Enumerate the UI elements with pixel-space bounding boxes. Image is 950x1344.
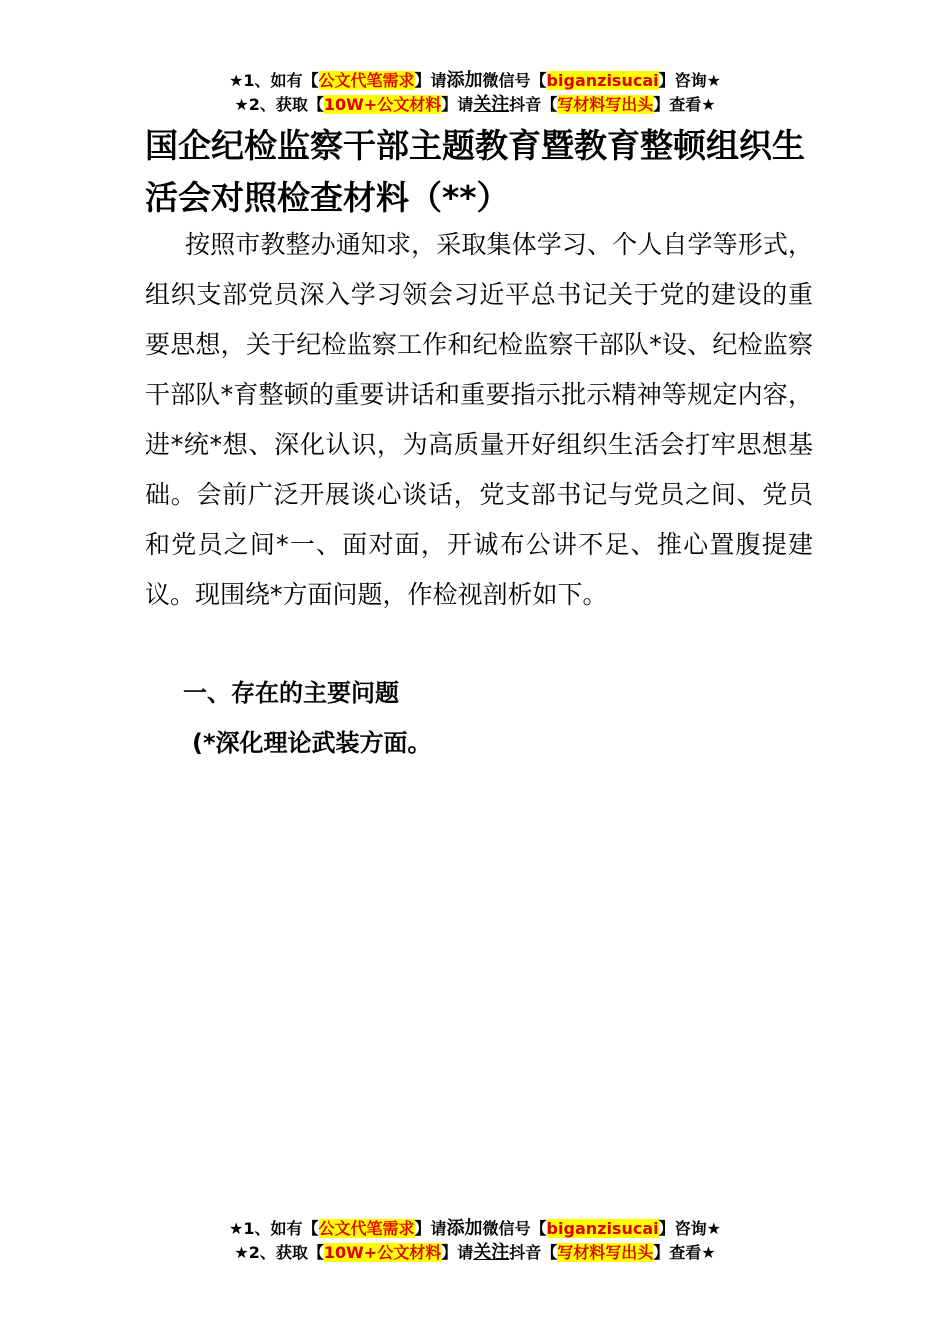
footer-ad-line-1 — [0, 1218, 950, 1240]
ad-text: 】请 — [414, 1219, 447, 1238]
ad-wechat-id: biganzisucai — [546, 71, 659, 90]
ad-highlight: 写材料写出头 — [557, 1243, 654, 1262]
ad-emphasis: 关注 — [473, 1242, 510, 1263]
header-ad-line-2 — [0, 94, 950, 116]
ad-text: 】查看★ — [653, 95, 716, 114]
ad-text: ★2、获取【 — [234, 1243, 324, 1262]
ad-highlight: 10W+公文材料 — [323, 95, 442, 114]
ad-emphasis: 添加 — [446, 1218, 483, 1239]
header-ad-line-1 — [0, 70, 950, 92]
document-title: 国企纪检监察干部主题教育暨教育整顿组织生活会对照检查材料（**） — [145, 126, 805, 217]
ad-text: 】咨询★ — [658, 71, 721, 90]
ad-text: 】咨询★ — [658, 1219, 721, 1238]
ad-text: 抖音【 — [509, 95, 558, 114]
footer-ad-line-2 — [0, 1242, 950, 1264]
ad-text: 】请 — [441, 1243, 474, 1262]
ad-text: 】请 — [414, 71, 447, 90]
ad-text: 抖音【 — [509, 1243, 558, 1262]
ad-highlight: 10W+公文材料 — [323, 1243, 442, 1262]
body-paragraph: 按照市教整办通知求，采取集体学习、个人自学等形式，组织支部党员深入学习领会习近平总书记关于党的建设的重要思想，关于纪检监察工作和纪检监察干部队*设、纪检监察干部队*育整顿的重要讲话和重要指示批示精神等规定内容，进*统*想、深化认识，为高质量开好组织生活会打牢思想基础。会前广泛开展谈心谈话，党支部书记与党员之间、党员和党员之间*一、面对面，开诚布公讲不足、推心置腹提建议。现围绕*方面问题，作检视剖析如下。 — [145, 230, 813, 609]
ad-highlight: 写材料写出头 — [557, 95, 654, 114]
ad-text: ★2、获取【 — [234, 95, 324, 114]
ad-text: ★1、如有【 — [229, 1219, 319, 1238]
ad-wechat-id: biganzisucai — [546, 1219, 659, 1238]
section-heading: 一、存在的主要问题 — [183, 679, 399, 707]
ad-text: 】请 — [441, 95, 474, 114]
ad-text: 微信号【 — [482, 1219, 547, 1238]
subsection-heading: (*深化理论武装方面。 — [192, 729, 432, 757]
ad-emphasis: 添加 — [446, 70, 483, 91]
ad-text: 微信号【 — [482, 71, 547, 90]
ad-highlight: 公文代笔需求 — [318, 1219, 415, 1238]
ad-highlight: 公文代笔需求 — [318, 71, 415, 90]
ad-text: ★1、如有【 — [229, 71, 319, 90]
ad-emphasis: 关注 — [473, 94, 510, 115]
ad-text: 】查看★ — [653, 1243, 716, 1262]
